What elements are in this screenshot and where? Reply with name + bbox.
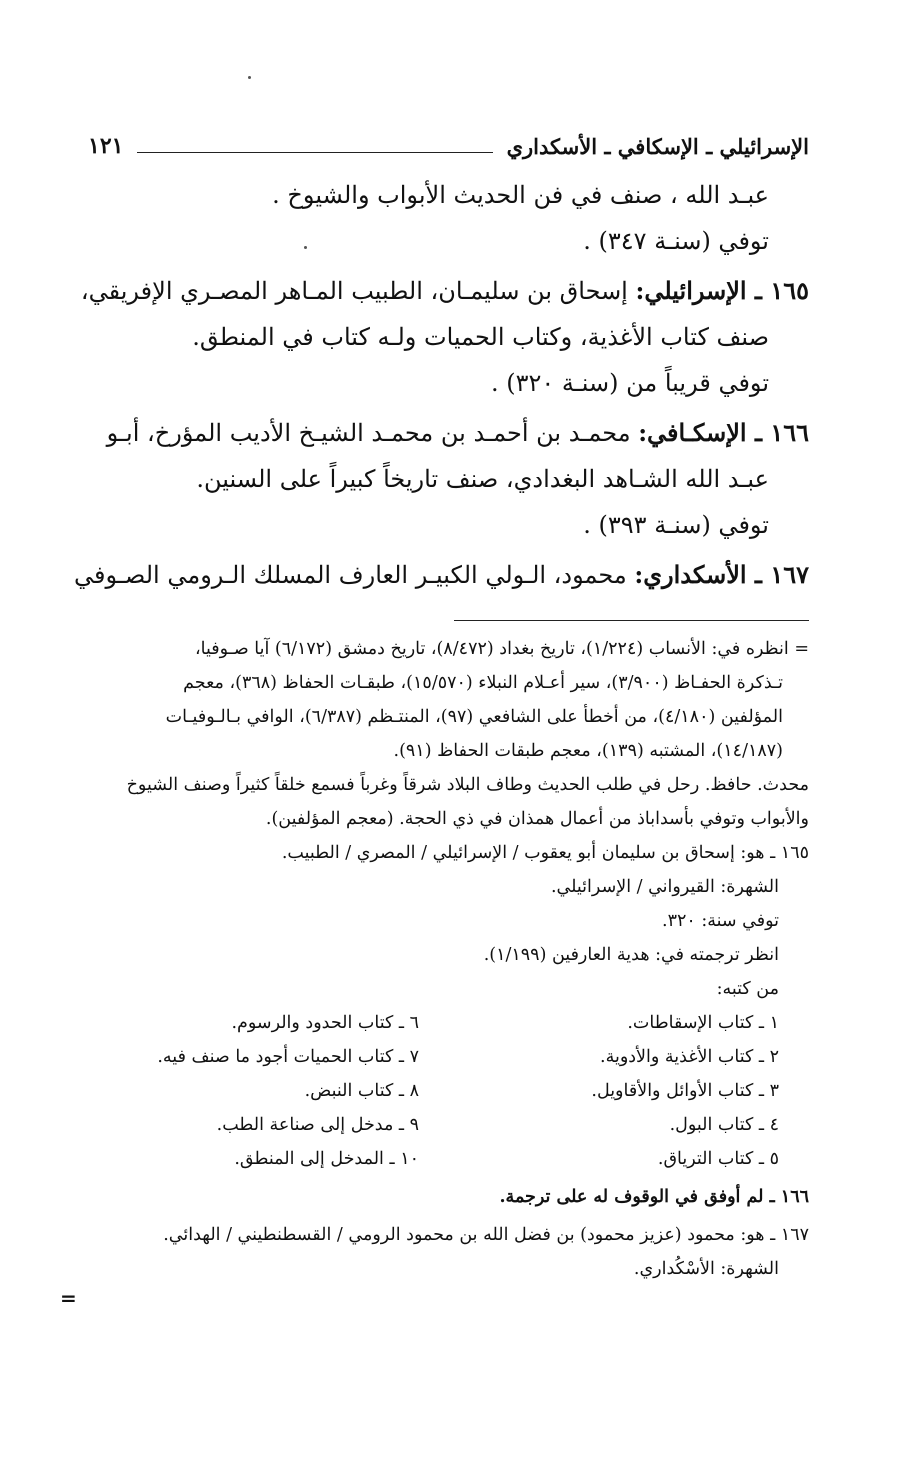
entry-166 xyxy=(78,410,809,548)
footnote-line: = انظره في: الأنساب (١/٢٢٤)، تاريخ بغداد (٨/٤٧٢)، تاريخ دمشق (٦/١٧٢) آيا صـوفيا، xyxy=(195,639,809,659)
book-item: ١ ـ كتاب الإسقاطات. xyxy=(627,1013,779,1033)
footnotes xyxy=(78,632,809,1286)
footnote-167-head: ١٦٧ ـ هو: محمود (عزيز محمود) بن فضل الله بن محمود الرومي / القسطنطيني / الهدائي. xyxy=(163,1225,809,1245)
main-text xyxy=(74,172,809,598)
text-line: عبـد الله الشـاهد البغدادي، صنف تاريخاً كبيراً على السنين. xyxy=(196,465,769,493)
text-line: عبـد الله ، صنف في فن الحديث الأبواب والشيوخ . xyxy=(272,181,769,209)
book-list xyxy=(78,1006,809,1176)
header-rule xyxy=(137,152,492,153)
entry-text: إسحاق بن سليمـان، الطبيب المـاهر المصـري الإفريقي، xyxy=(80,277,636,305)
book-list-right xyxy=(419,1006,809,1176)
entry-167 xyxy=(74,552,809,598)
footnote-165-see: انظر ترجمته في: هدية العارفين (١/١٩٩). xyxy=(483,945,779,965)
text-line: توفي (سنـة ٣٩٣) . xyxy=(583,511,769,539)
text-line: توفي (سنـة ٣٤٧) . xyxy=(583,227,769,255)
book-item: ٦ ـ كتاب الحدود والرسوم. xyxy=(231,1013,419,1033)
footnote-165-died: توفي سنة: ٣٢٠. xyxy=(662,911,779,931)
page-number: ١٢١ xyxy=(88,133,124,159)
running-header xyxy=(88,126,809,166)
book-list-left xyxy=(157,1006,419,1176)
book-item: ٧ ـ كتاب الحميات أجود ما صنف فيه. xyxy=(157,1047,419,1067)
entry-heading: ١٦٦ ـ الإسكـافي: xyxy=(638,418,809,447)
entry-text: محمود، الـولي الكبيـر العارف المسلك الـرومي الصـوفي xyxy=(74,561,635,589)
footnote-165-head: ١٦٥ ـ هو: إسحاق بن سليمان أبو يعقوب / الإسرائيلي / المصري / الطبيب. xyxy=(281,843,809,863)
footnote-165-fame: الشهرة: القيرواني / الإسرائيلي. xyxy=(550,877,779,897)
continuation-marker: = xyxy=(60,1286,77,1310)
footnote-166: ١٦٦ ـ لم أوفق في الوقوف له على ترجمة. xyxy=(499,1187,809,1207)
footnote-line: تـذكرة الحفـاظ (٣/٩٠٠)، سير أعـلام النبلاء (١٥/٥٧٠)، طبقـات الحفاظ (٣٦٨)، معجم xyxy=(183,673,783,693)
book-item: ٨ ـ كتاب النبض. xyxy=(304,1081,419,1101)
entry-text: محمـد بن أحمـد بن محمـد الشيـخ الأديب المؤرخ، أبـو xyxy=(106,419,639,447)
running-title: الإسرائيلي ـ الإسكافي ـ الأسكداري xyxy=(506,133,809,159)
scan-speck xyxy=(248,76,251,79)
footnote-divider xyxy=(454,620,809,621)
text-line: صنف كتاب الأغذية، وكتاب الحميات ولـه كتاب في المنطق. xyxy=(192,323,769,351)
footnote-line: المؤلفين (٤/١٨٠)، من أخطأ على الشافعي (٩٧)، المنتـظم (٦/٣٨٧)، الوافي بـالـوفيـات xyxy=(165,707,783,727)
book-item: ٤ ـ كتاب البول. xyxy=(669,1115,779,1135)
entry-heading: ١٦٧ ـ الأسكداري: xyxy=(634,560,809,589)
footnote-line: (١٤/١٨٧)، المشتبه (١٣٩)، معجم طبقات الحفاظ (٩١). xyxy=(393,741,783,761)
footnote-165-books-label: من كتبه: xyxy=(716,979,779,999)
text-line: توفي قريباً من (سنـة ٣٢٠) . xyxy=(490,369,769,397)
footnote-line: والأبواب وتوفي بأسداباذ من أعمال همذان في ذي الحجة. (معجم المؤلفين). xyxy=(265,809,809,829)
book-item: ١٠ ـ المدخل إلى المنطق. xyxy=(234,1149,419,1169)
entry-165 xyxy=(78,268,809,406)
entry-heading: ١٦٥ ـ الإسرائيلي: xyxy=(635,276,809,305)
book-item: ٢ ـ كتاب الأغذية والأدوية. xyxy=(600,1047,779,1067)
book-item: ٥ ـ كتاب الترياق. xyxy=(657,1149,779,1169)
footnote-167-fame: الشهرة: الأسْكُداري. xyxy=(633,1259,779,1279)
book-item: ٣ ـ كتاب الأوائل والأقاويل. xyxy=(591,1081,779,1101)
book-item: ٩ ـ مدخل إلى صناعة الطب. xyxy=(216,1115,419,1135)
footnote-line: محدث. حافظ. رحل في طلب الحديث وطاف البلاد شرقاً وغرباً فسمع خلقاً كثيراً وصنف الشيوخ xyxy=(126,775,809,795)
